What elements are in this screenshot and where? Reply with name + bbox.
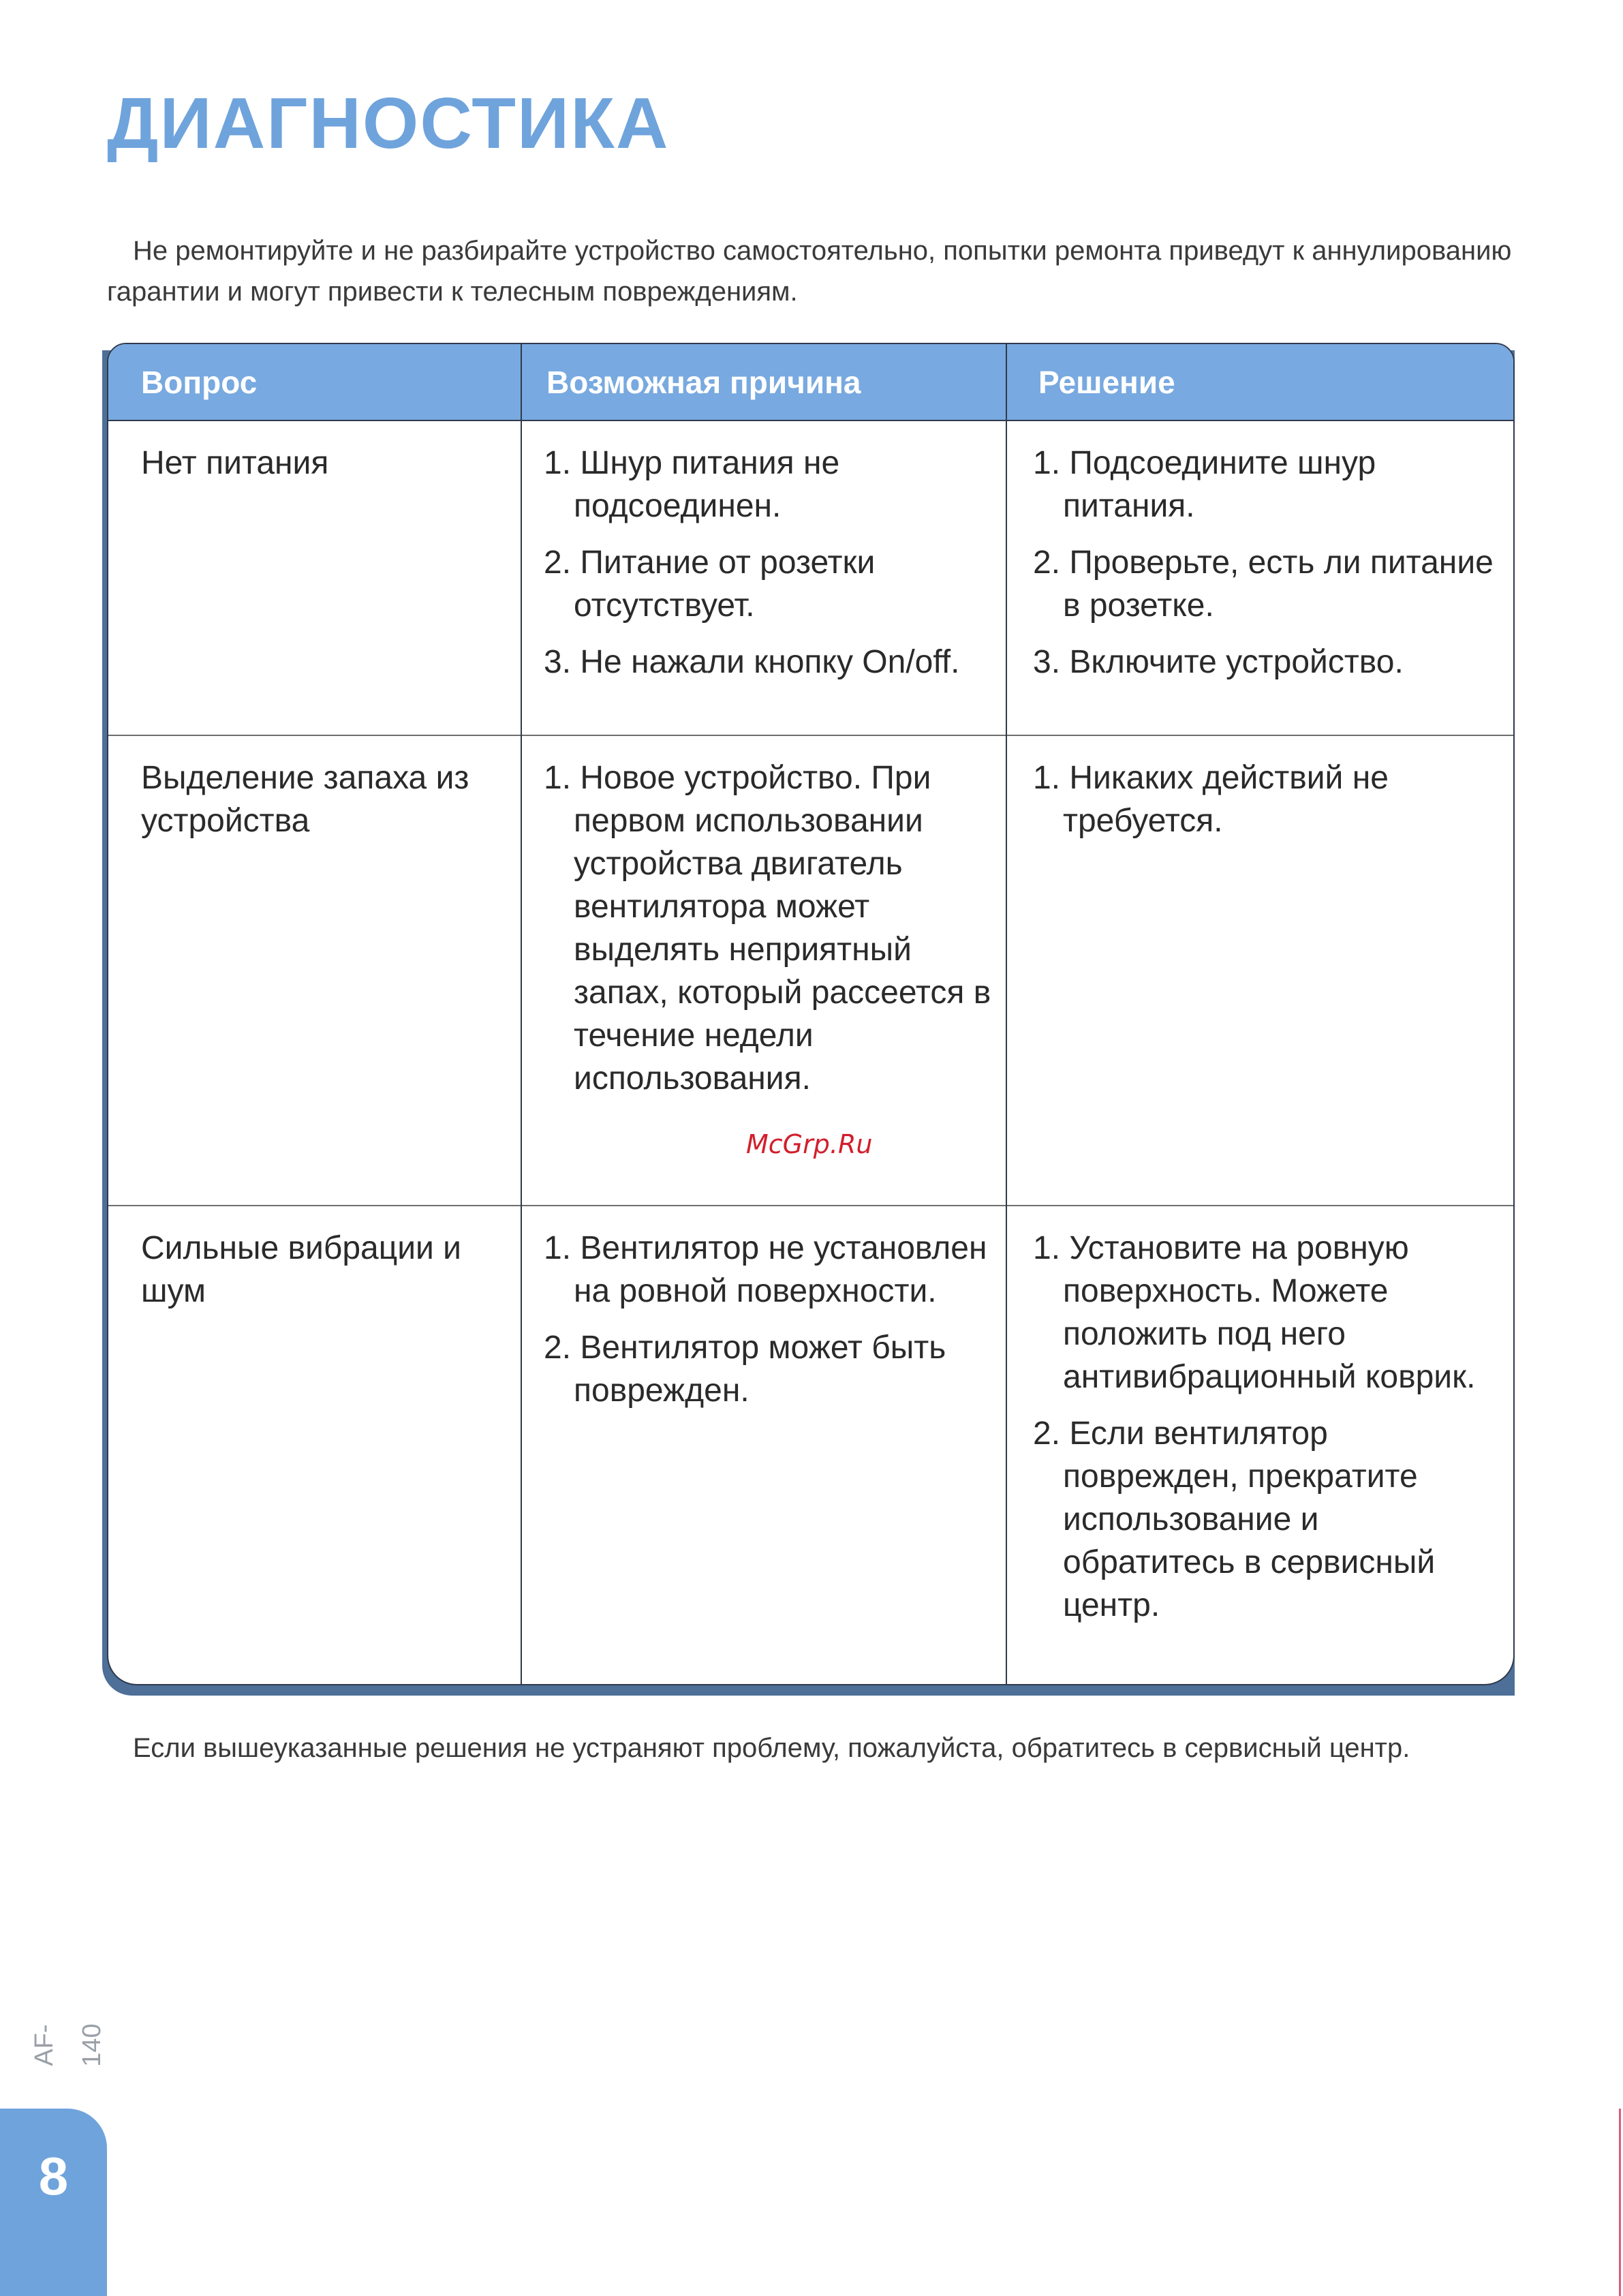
solution-cell (1006, 735, 1513, 1206)
issue-cell: Сильные вибрации и шум (108, 1206, 521, 1684)
issue-cell: Выделение запаха из устройства (108, 735, 521, 1206)
page-number-tab (0, 2109, 107, 2296)
header-issue: Вопрос (108, 344, 521, 420)
header-solution: Решение (1006, 344, 1513, 420)
list-item: 1. Никаких действий не требуется. (1033, 760, 1389, 839)
header-cause: Возможная причина (521, 344, 1006, 420)
list-item: 1. Установите на ровную поверхность. Можете положить под него антивибрационный коврик. (1033, 1230, 1476, 1395)
list-item: 1. Вентилятор не установлен на ровной поверхности. (544, 1230, 987, 1309)
solution-cell (1006, 1206, 1513, 1684)
warning-paragraph: Не ремонтируйте и не разбирайте устройство самостоятельно, попытки ремонта приведут к аннулированию гарантии и могут привести к телесным повреждениям. (107, 236, 1512, 307)
list-item: 2. Питание от розетки отсутствует. (544, 545, 876, 624)
page-edge-line (1619, 2109, 1621, 2296)
list-item: 1. Подсоедините шнур питания. (1033, 445, 1376, 524)
watermark-text: McGrp.Ru (746, 1129, 873, 1159)
list-item: 2. Вентилятор может быть поврежден. (544, 1330, 946, 1409)
list-item: 2. Проверьте, есть ли питание в розетке. (1033, 545, 1494, 624)
page-title: ДИАГНОСТИКА (107, 83, 670, 164)
solution-cell (1006, 420, 1513, 735)
table-header-row (108, 344, 1513, 420)
list-item: 3. Не нажали кнопку On/off. (544, 644, 960, 680)
table-row (108, 1206, 1513, 1684)
list-item: 2. Если вентилятор поврежден, прекратите использование и обратитесь в сервисный центр. (1033, 1415, 1436, 1623)
cause-cell (521, 420, 1006, 735)
list-item: 3. Включите устройство. (1033, 644, 1404, 680)
footer-note: Если вышеуказанные решения не устраняют проблему, пожалуйста, обратитесь в сервисный центр. (133, 1733, 1410, 1763)
model-label: AF-140 (30, 2023, 106, 2067)
table-row (108, 420, 1513, 735)
cause-cell (521, 1206, 1006, 1684)
list-item: 1. Новое устройство. При первом использовании устройства двигатель вентилятора может выделять неприятный запах, который рассеется в течение недели использования. (544, 760, 991, 1097)
diagnostics-table (107, 343, 1515, 1685)
list-item: 1. Шнур питания не подсоединен. (544, 445, 840, 524)
issue-cell: Нет питания (141, 445, 329, 481)
page-number: 8 (38, 2146, 69, 2206)
